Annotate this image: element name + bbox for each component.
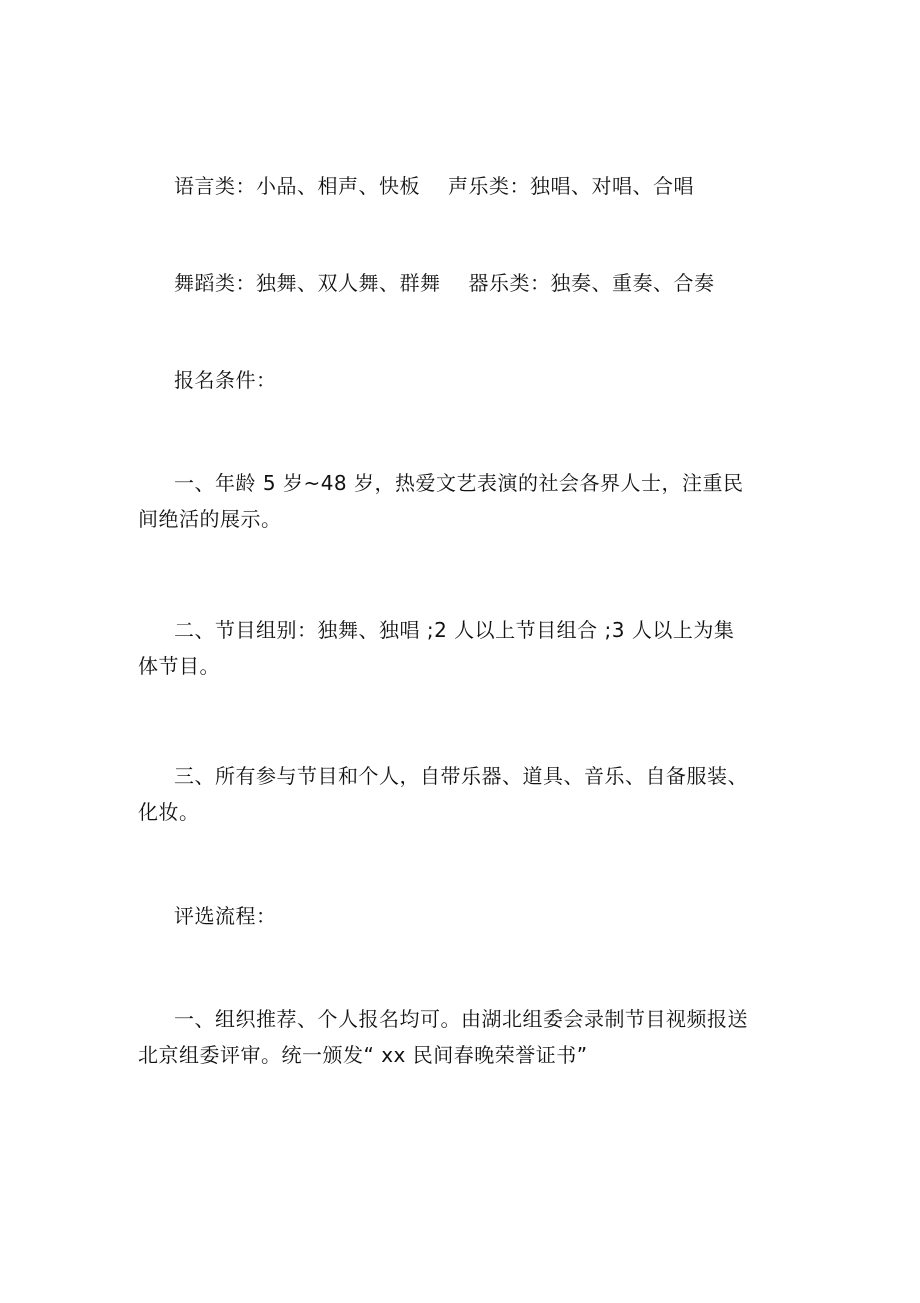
registration-heading: 报名条件： — [174, 368, 277, 392]
category-dance: 舞蹈类：独舞、双人舞、群舞 — [174, 271, 441, 295]
category-row-2 — [174, 265, 715, 301]
selection-item-1: 一、组织推荐、个人报名均可。由湖北组委会录制节目视频报送北京组委评审。统一颁发“ xx 民间春晚荣誉证书” — [138, 1007, 748, 1067]
selection-heading: 评选流程： — [174, 904, 277, 928]
category-language: 语言类：小品、相声、快板 — [174, 174, 420, 198]
registration-item-3: 三、所有参与节目和个人，自带乐器、道具、音乐、自备服装、化妆。 — [138, 764, 748, 824]
category-row-1 — [174, 168, 694, 204]
category-instrumental: 器乐类：独奏、重奏、合奏 — [468, 271, 715, 295]
registration-item-1: 一、年龄 5 岁~48 岁，热爱文艺表演的社会各界人士，注重民间绝活的展示。 — [138, 471, 744, 531]
category-vocal: 声乐类：独唱、对唱、合唱 — [448, 174, 694, 198]
registration-item-2: 二、节目组别：独舞、独唱 ;2 人以上节目组合 ;3 人以上为集体节目。 — [138, 618, 735, 678]
